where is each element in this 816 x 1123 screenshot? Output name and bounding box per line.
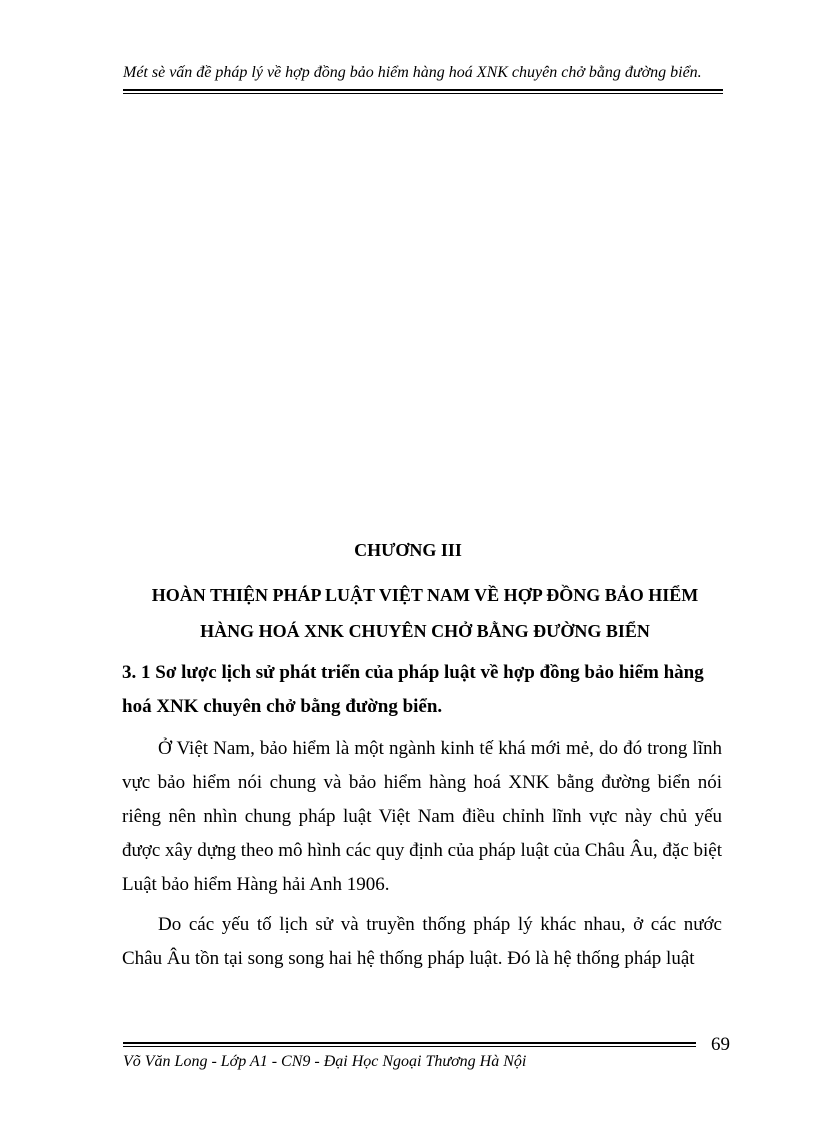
running-header: Mét sè vấn đề pháp lý về hợp đồng bảo hiểm hàng hoá XNK chuyên chở bằng đường biển. <box>123 64 702 81</box>
page-number: 69 <box>711 1034 730 1055</box>
body-paragraph-2: Do các yếu tố lịch sử và truyền thống pháp lý khác nhau, ở các nước Châu Âu tồn tại song song hai hệ thống pháp luật. Đó là hệ thống pháp luật <box>122 914 722 969</box>
header-divider <box>123 89 723 91</box>
chapter-title-line-1: HOÀN THIỆN PHÁP LUẬT VIỆT NAM VỀ HỢP ĐỒNG BẢO HIỂM <box>151 585 699 605</box>
body-paragraph-1: Ở Việt Nam, bảo hiểm là một ngành kinh tế khá mới mẻ, do đó trong lĩnh vực bảo hiểm nói chung và bảo hiểm hàng hoá XNK bằng đường biển nói riêng nên nhìn chung pháp luật Việt Nam điều chỉnh lĩnh vực này chủ yếu được xây dựng theo mô hình các quy định của pháp luật của Châu Âu, đặc biệt Luật bảo hiểm Hàng hải Anh 1906. <box>122 738 722 895</box>
chapter-title-line-2: HÀNG HOÁ XNK CHUYÊN CHỞ BẰNG ĐƯỜNG BIỂN <box>200 621 650 641</box>
chapter-label: CHƯƠNG III <box>354 540 462 560</box>
footer-divider <box>123 1042 696 1044</box>
section-heading: 3. 1 Sơ lược lịch sử phát triển của pháp luật về hợp đồng bảo hiểm hàng hoá XNK chuyên chở bằng đường biển. <box>122 662 704 717</box>
footer-author-line: Võ Văn Long - Lớp A1 - CN9 - Đại Học Ngoại Thương Hà Nội <box>123 1053 527 1070</box>
